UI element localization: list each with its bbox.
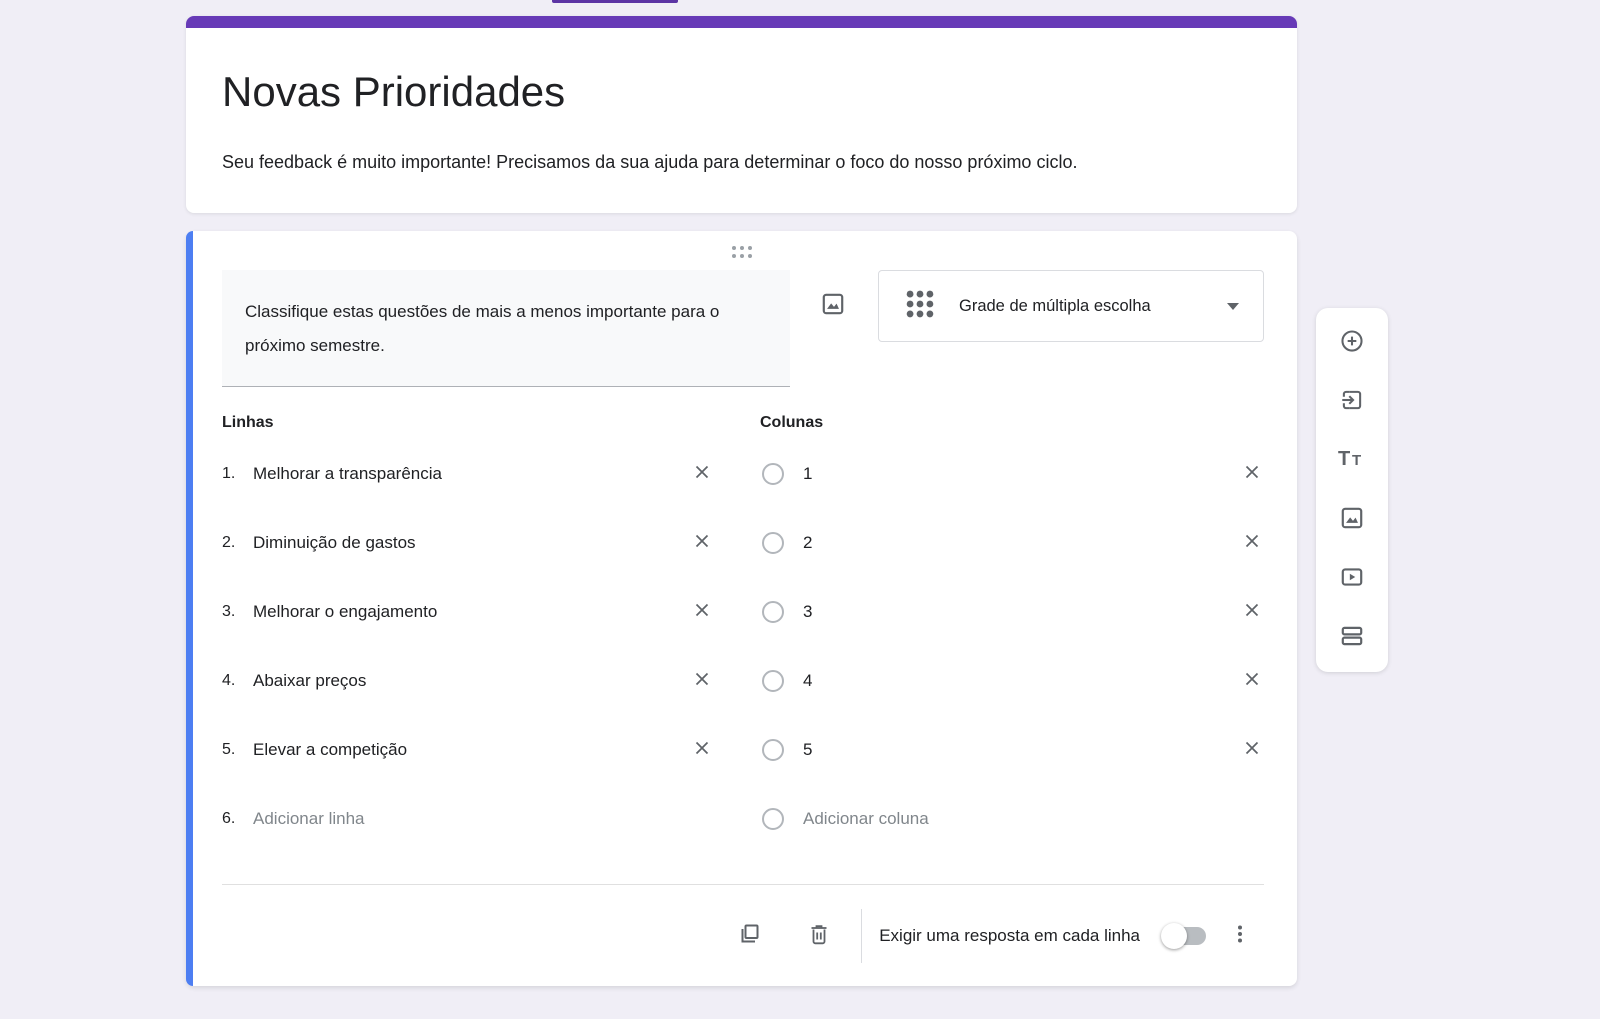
image-icon [820,291,846,320]
trash-icon [807,922,831,949]
duplicate-icon [738,922,762,949]
delete-question-button[interactable] [807,924,831,948]
svg-text:T: T [1338,447,1351,470]
video-icon [1339,564,1365,593]
close-icon [1241,668,1263,693]
toggle-thumb [1161,923,1187,949]
column-label-field[interactable]: 2 [803,532,813,552]
row-label-field[interactable]: Elevar a competição [253,739,408,759]
row-number: 2. [222,533,236,551]
question-text-field[interactable]: Classifique estas questões de mais a menos importante para o próximo semestre. [222,270,790,387]
drag-handle[interactable] [732,246,752,258]
remove-column-button[interactable] [1240,738,1264,762]
close-icon [691,530,713,555]
rows-header: Linhas [222,414,274,431]
remove-row-button[interactable] [690,669,714,693]
add-question-button[interactable] [1339,329,1365,355]
form-editor-column [186,16,1297,986]
question-card [186,231,1297,986]
grid-row [222,439,1264,508]
form-header-card [186,16,1297,213]
row-number: 1. [222,464,236,482]
row-label-field[interactable]: Melhorar a transparência [253,463,442,483]
radio-icon [762,601,784,623]
remove-column-button[interactable] [1240,531,1264,555]
radio-icon [762,739,784,761]
add-image-to-question-button[interactable] [820,292,846,318]
close-icon [691,668,713,693]
radio-icon [762,808,784,830]
add-circle-icon [1339,328,1365,357]
form-actions-toolbar [1316,308,1388,672]
radio-icon [762,463,784,485]
image-icon [1339,505,1365,534]
more-options-button[interactable] [1228,924,1252,948]
close-icon [1241,737,1263,762]
close-icon [691,461,713,486]
close-icon [1241,461,1263,486]
footer-divider [861,909,862,963]
grid-row [222,646,1264,715]
remove-row-button[interactable] [690,462,714,486]
grid-row [222,784,1264,853]
remove-column-button[interactable] [1240,600,1264,624]
add-column-placeholder[interactable]: Adicionar coluna [803,808,929,828]
row-label-field[interactable]: Diminuição de gastos [253,532,416,552]
close-icon [1241,530,1263,555]
text-title-icon [1337,447,1367,474]
browser-artifact-strip [552,0,678,3]
remove-row-button[interactable] [690,531,714,555]
duplicate-question-button[interactable] [738,924,762,948]
row-label-field[interactable]: Melhorar o engajamento [253,601,438,621]
add-video-button[interactable] [1339,566,1365,592]
remove-row-button[interactable] [690,600,714,624]
close-icon [691,737,713,762]
add-section-button[interactable] [1339,625,1365,651]
question-type-label: Grade de múltipla escolha [959,296,1151,315]
column-label-field[interactable]: 1 [803,463,813,483]
radio-icon [762,532,784,554]
kebab-menu-icon [1228,922,1252,949]
grid-row [222,508,1264,577]
row-number: 5. [222,740,236,758]
row-label-field[interactable]: Abaixar preços [253,670,367,690]
form-description-field[interactable]: Seu feedback é muito importante! Precisamos da sua ajuda para determinar o foco do nosso próximo ciclo. [222,152,1078,172]
remove-column-button[interactable] [1240,462,1264,486]
active-card-accent [186,231,193,986]
remove-column-button[interactable] [1240,669,1264,693]
form-title-field[interactable]: Novas Prioridades [222,68,566,115]
question-type-dropdown[interactable] [878,270,1264,342]
import-icon [1339,387,1365,416]
add-row-placeholder[interactable]: Adicionar linha [253,808,365,828]
add-title-description-button[interactable] [1339,447,1365,473]
svg-text:T: T [1352,451,1362,469]
row-number: 3. [222,602,236,620]
close-icon [1241,599,1263,624]
columns-header: Colunas [760,414,824,431]
close-icon [691,599,713,624]
require-response-toggle[interactable] [1166,927,1206,945]
theme-color-bar [186,16,1297,28]
require-response-label: Exigir uma resposta em cada linha [879,925,1140,945]
column-label-field[interactable]: 5 [803,739,813,759]
add-image-button[interactable] [1339,507,1365,533]
column-label-field[interactable]: 4 [803,670,813,690]
section-icon [1339,623,1365,652]
column-label-field[interactable]: 3 [803,601,813,621]
chevron-down-icon [1227,303,1239,310]
grid-row [222,577,1264,646]
question-card-footer [222,884,1264,986]
row-number: 6. [222,809,236,827]
grid-row [222,715,1264,784]
multiple-choice-grid-icon [903,287,937,326]
import-questions-button[interactable] [1339,388,1365,414]
remove-row-button[interactable] [690,738,714,762]
row-number: 4. [222,671,236,689]
radio-icon [762,670,784,692]
